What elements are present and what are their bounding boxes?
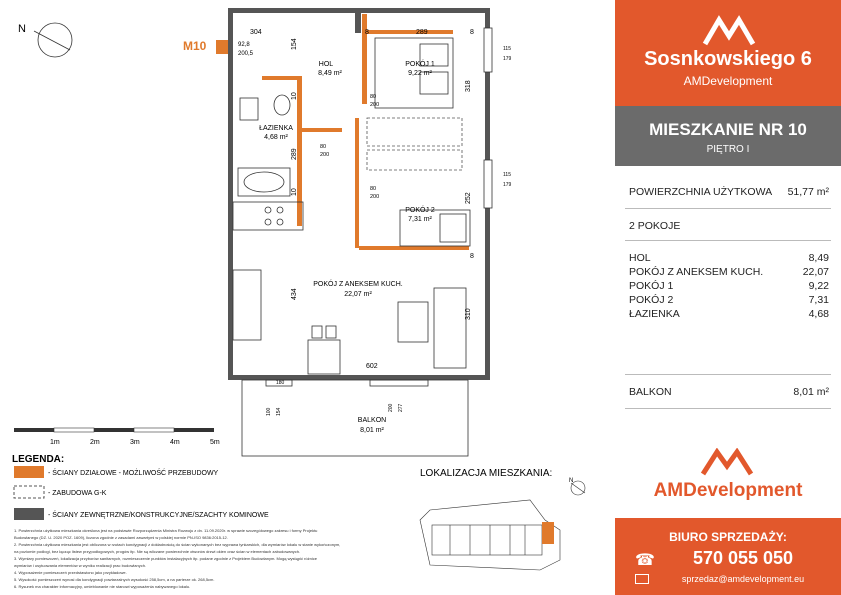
note-line: 2. Powierzchnia użytkowa mieszkania jest obliczona w rzutach kondygnacji z dokładnością do ścian wykonanych bez wyprawa tynkarskich, dla wymiarów lokalu w stanie wykończonym, [14, 542, 341, 547]
dim-label: 252 [465, 192, 472, 204]
note-line: 3. Wymiary pomieszczeń, lokalizacja przyborów sanitarnych, rozmieszczenie punktów instalacyjnych itp. podane zgodnie z Projektem Budowlanym. Mogą wystąpić różnice [14, 556, 317, 561]
dim-label: 100 [266, 407, 272, 416]
note-line: na poziomie podłogi, bez łącząc listew przypodłogowych, progów itp. Nie są wliczane powierzchnie otworów drzwi okien oraz ścian w elementach zabudowanych. [14, 549, 301, 554]
legend-item-structural: - ŚCIANY ZEWNĘTRZNE/KONSTRUKCYJNE/SZACHTY KOMINOWE [48, 512, 269, 519]
scale-label: 5m [210, 439, 220, 446]
dim-label: 80 [320, 144, 327, 150]
info-sidebar [615, 0, 841, 595]
sales-email[interactable]: sprzedaz@amdevelopment.eu [681, 574, 805, 584]
brand-header [615, 0, 841, 106]
room-area: 22,07 [802, 266, 829, 278]
dim-label: 289 [416, 29, 428, 36]
legend-title: LEGENDA: [12, 454, 65, 465]
room-hol-name: HOL [318, 61, 334, 68]
dim-label: 115 [503, 172, 511, 178]
room-hol-area: 8,49 m² [318, 70, 342, 77]
room-salon-area: 22,07 m² [344, 291, 372, 298]
legend-item-partition: - ŚCIANY DZIAŁOWE - MOŻLIWOŚĆ PRZEBUDOWY [48, 470, 219, 477]
dim-label: 277 [398, 403, 404, 412]
dim-label: 434 [291, 288, 298, 300]
dim-label: 318 [465, 80, 472, 92]
dim-label: 200 [320, 152, 330, 158]
room-balkon-area: 8,01 m² [360, 427, 384, 434]
dim-label: 304 [250, 29, 262, 36]
room-row [629, 280, 829, 292]
divider [625, 374, 831, 375]
room-area: 8,49 [808, 252, 829, 264]
note-line: 4. Wyposażenie pomieszczeń przedstawiono jako przykładowe. [14, 570, 127, 575]
room-row [629, 252, 829, 264]
dim-label: 154 [276, 407, 282, 416]
dim-label: 92,8 [238, 42, 250, 48]
scale-label: 4m [170, 439, 180, 446]
room-salon-name: POKÓJ Z ANEKSEM KUCH. [313, 281, 403, 288]
dim-label: 80 [370, 94, 377, 100]
room-row [629, 266, 829, 278]
notes [14, 528, 340, 589]
room-name: POKÓJ Z ANEKSEM KUCH. [629, 266, 764, 278]
usable-area-row [629, 186, 829, 198]
living-furniture [308, 288, 466, 374]
room-name: POKÓJ 2 [629, 294, 674, 306]
dim-label: 310 [465, 308, 472, 320]
location-north-label: N [569, 478, 574, 484]
location-map [420, 500, 560, 570]
phone-icon: ☎ [635, 552, 655, 569]
north-label: N [18, 23, 26, 35]
company-name: AMDevelopment [653, 480, 803, 501]
dim-label: 8 [470, 29, 474, 36]
am-logo-icon [699, 448, 755, 478]
room-row [629, 308, 829, 320]
dim-label: 10 [291, 188, 298, 196]
dim-label: 289 [291, 148, 298, 160]
room-area: 9,22 [808, 280, 829, 292]
scale-label: 3m [130, 439, 140, 446]
apartment-title: MIESZKANIE NR 10 [649, 120, 807, 139]
room-name: HOL [629, 252, 651, 264]
dim-label: 200 [370, 194, 380, 200]
room-pokoj2-name: POKÓJ 2 [405, 207, 435, 214]
divider [625, 240, 831, 241]
legend-swatch-drywall [14, 486, 44, 498]
usable-area-value: 51,77 m² [787, 186, 829, 198]
compass-north-icon [34, 23, 72, 57]
location-highlight [542, 522, 554, 544]
dim-label: 200 [388, 403, 394, 412]
dim-label: 200,5 [238, 51, 254, 57]
usable-area-label: POWIERZCHNIA UŻYTKOWA [629, 186, 773, 198]
scale-bar [14, 428, 220, 446]
balcony-outline [242, 380, 468, 456]
room-pokoj2-area: 7,31 m² [408, 216, 432, 223]
room-name: ŁAZIENKA [629, 308, 680, 320]
dim-label: 602 [366, 363, 378, 370]
dim-label: 200 [370, 102, 380, 108]
am-logo-icon [701, 14, 757, 48]
balcony-row [629, 386, 829, 398]
kitchen-counter [233, 202, 303, 340]
location-title: LOKALIZACJA MIESZKANIA: [420, 468, 553, 479]
room-lazienka-name: ŁAZIENKA [259, 125, 293, 132]
room-pokoj1-name: POKÓJ 1 [405, 61, 435, 68]
dim-label: 80 [370, 186, 377, 192]
dim-label: 8 [365, 29, 369, 36]
room-area: 4,68 [808, 308, 829, 320]
note-line: 6. Rysunek ma charakter informacyjny, umieblowanie nie stanowi wyposażenia nabywanego lokalu. [14, 584, 191, 589]
apartment-header [615, 106, 841, 166]
bathroom-fixtures [238, 95, 290, 196]
door-dimensions [320, 94, 379, 200]
divider [625, 208, 831, 209]
scale-label: 2m [90, 439, 100, 446]
rooms-count-row [629, 220, 829, 232]
scale-label: 1m [50, 439, 60, 446]
balcony-value: 8,01 m² [793, 386, 829, 398]
legend-swatch-partition [14, 466, 44, 478]
balcony-label: BALKON [629, 386, 672, 398]
note-line: 1. Powierzchnia użytkowa mieszkania określona jest na podstawie Rozporządzenia Ministra Rozwoju z dn. 11.09.2020r. w sprawie szczegółowego zakresu i formy Projektu [14, 528, 318, 533]
room-lazienka-area: 4,68 m² [264, 134, 288, 141]
room-row [629, 294, 829, 306]
dim-label: 179 [503, 182, 512, 188]
room-balkon-name: BALKON [357, 417, 387, 424]
divider [625, 408, 831, 409]
note-line: 5. Wysokość pomieszczeń wynosi dla kondygnacji powtarzalnych wysokość 258,5cm, a na parterze ok. 268,5cm. [14, 577, 215, 582]
brand-subtitle: AMDevelopment [683, 74, 773, 88]
unit-marker-arrow [216, 40, 230, 54]
sales-office [615, 518, 841, 595]
dim-label: 115 [503, 46, 511, 52]
rooms-count: 2 POKOJE [629, 220, 681, 232]
legend-item-drywall: - ZABUDOWA G-K [48, 490, 107, 497]
dim-label: 10 [291, 92, 298, 100]
sales-label: BIURO SPRZEDAŻY: [669, 530, 787, 544]
dim-label: 179 [503, 56, 512, 62]
sales-phone[interactable]: 570 055 050 [692, 548, 794, 568]
brand-title: Sosnkowskiego 6 [644, 48, 812, 70]
room-area: 7,31 [808, 294, 829, 306]
drywall [367, 118, 462, 170]
note-line: Budowlanego (DZ. U. 2020 POZ. 1609), liczona zgodnie z zasadami zawartymi w polskiej normie PN-ISO 9836:2015-12. [14, 535, 228, 540]
dim-label: 180 [276, 380, 285, 386]
room-pokoj1-area: 9,22 m² [408, 70, 432, 77]
dim-label: 154 [291, 38, 298, 50]
unit-marker: M10 [183, 39, 207, 53]
room-name: POKÓJ 1 [629, 280, 674, 292]
dim-label: 8 [470, 253, 474, 260]
legend-swatch-structural [14, 508, 44, 520]
note-line: wymiarów i usytuowania elementów w wyniku realizacji prac budowlanych. [14, 563, 147, 568]
apartment-floor: PIĘTRO I [706, 144, 750, 155]
